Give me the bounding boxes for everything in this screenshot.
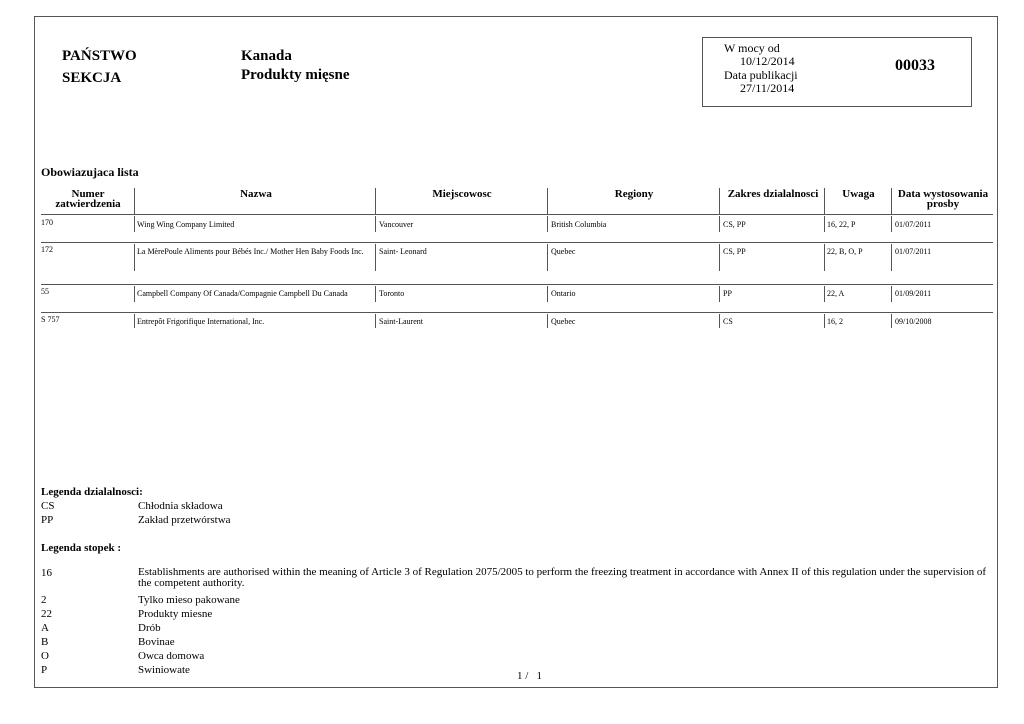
column-header-miejscowosc: Miejscowosc — [432, 188, 492, 200]
document-code: 00033 — [895, 57, 935, 74]
column-header-data-line2: prosby — [926, 198, 960, 210]
legend-activity-code: PP — [41, 514, 54, 526]
row-divider — [547, 216, 548, 232]
cell-miejscowosc: Toronto — [379, 289, 405, 298]
header-divider — [891, 188, 892, 214]
legend-footnote-desc: Drób — [138, 622, 161, 634]
cell-miejscowosc: Vancouver — [379, 220, 414, 229]
legend-activity-code: CS — [41, 500, 55, 512]
header-divider — [547, 188, 548, 214]
cell-uwaga: 22, A — [827, 289, 845, 298]
row-divider — [891, 314, 892, 328]
row-divider — [891, 244, 892, 271]
legend-footnotes-title: Legenda stopek : — [41, 542, 122, 554]
column-header-numer-line1: Numer — [71, 188, 105, 200]
row-separator — [41, 312, 993, 313]
cell-nazwa: La MèrePoule Aliments pour Bébés Inc./ Mother Hen Baby Foods Inc. — [137, 247, 364, 256]
legend-activity-desc: Zakład przetwórstwa — [138, 514, 231, 526]
sekcja-label: SEKCJA — [62, 70, 122, 86]
row-divider — [719, 244, 720, 271]
column-header-data-line1: Data wystosowania — [897, 188, 989, 200]
row-divider — [547, 314, 548, 328]
cell-numer: 172 — [41, 245, 53, 254]
column-header-nazwa: Nazwa — [240, 188, 272, 200]
cell-nazwa: Campbell Company Of Canada/Compagnie Campbell Du Canada — [137, 289, 348, 298]
publication-date: 27/11/2014 — [740, 81, 795, 95]
header-divider — [134, 188, 135, 214]
cell-zakres: CS, PP — [723, 247, 746, 256]
cell-region: Quebec — [551, 247, 576, 256]
valid-from-label: W mocy od — [724, 41, 780, 55]
cell-data: 01/07/2011 — [895, 247, 932, 256]
row-divider — [891, 286, 892, 302]
cell-region: Quebec — [551, 317, 576, 326]
column-header-data — [893, 189, 993, 209]
column-header-uwaga: Uwaga — [842, 188, 875, 200]
legend-footnote-desc: Establishments are authorised within the meaning of Article 3 of Regulation 2075/2005 to perform the freezing treatment in accordance with Annex II of this regulation under the supervision of the competent authority. — [138, 566, 986, 589]
row-divider — [891, 216, 892, 232]
legend-footnote-code: 16 — [41, 567, 52, 579]
header-underline — [41, 214, 993, 215]
row-divider — [375, 314, 376, 328]
column-header-zakres: Zakres dzialalnosci — [727, 188, 819, 200]
valid-from-date: 10/12/2014 — [740, 54, 795, 68]
legend-footnote-code: 22 — [41, 608, 52, 620]
legend-footnote-code: 2 — [41, 594, 47, 606]
legend-footnote-desc: Owca domowa — [138, 650, 205, 662]
cell-uwaga: 22, B, O, P — [827, 247, 863, 256]
country-value: Kanada — [241, 48, 292, 64]
cell-nazwa: Wing Wing Company Limited — [137, 220, 235, 229]
cell-uwaga: 16, 2 — [827, 317, 843, 326]
cell-uwaga: 16, 22, P — [827, 220, 856, 229]
row-divider — [134, 216, 135, 232]
publication-label: Data publikacji — [724, 68, 798, 82]
column-header-regiony: Regiony — [614, 188, 654, 200]
row-separator — [41, 242, 993, 243]
cell-miejscowosc: Saint-Laurent — [379, 317, 423, 326]
section-value: Produkty mięsne — [241, 67, 350, 83]
legend-footnote-code: A — [41, 622, 49, 634]
row-divider — [824, 216, 825, 232]
panstwo-label: PAŃSTWO — [62, 48, 137, 64]
cell-data: 01/09/2011 — [895, 289, 932, 298]
cell-numer: 170 — [41, 218, 53, 227]
list-title: Obowiazujaca lista — [41, 165, 139, 179]
row-divider — [375, 286, 376, 302]
legend-footnote-code: B — [41, 636, 49, 648]
legend-footnote-code: O — [41, 650, 49, 662]
cell-numer: 55 — [41, 287, 49, 296]
legend-activity-desc: Chłodnia składowa — [138, 500, 223, 512]
row-divider — [719, 216, 720, 232]
page-number: 1 / 1 — [517, 670, 543, 682]
row-divider — [375, 244, 376, 271]
row-divider — [134, 314, 135, 328]
header-divider — [719, 188, 720, 214]
row-divider — [719, 286, 720, 302]
cell-region: British Columbia — [551, 220, 607, 229]
column-header-numer — [41, 189, 135, 209]
cell-data: 01/07/2011 — [895, 220, 932, 229]
cell-zakres: CS, PP — [723, 220, 746, 229]
row-divider — [547, 244, 548, 271]
row-divider — [134, 244, 135, 271]
row-divider — [375, 216, 376, 232]
row-divider — [824, 314, 825, 328]
legend-footnote-desc: Produkty miesne — [138, 608, 213, 620]
header-divider — [375, 188, 376, 214]
cell-miejscowosc: Saint- Leonard — [379, 247, 427, 256]
legend-activity-title: Legenda dzialalnosci: — [41, 486, 143, 498]
legend-footnote-desc: Bovinae — [138, 636, 175, 648]
legend-footnote-code: P — [41, 664, 48, 676]
column-header-numer-line2: zatwierdzenia — [55, 198, 121, 210]
cell-region: Ontario — [551, 289, 576, 298]
legend-footnote-desc: Swiniowate — [138, 664, 190, 676]
cell-zakres: PP — [723, 289, 732, 298]
header-divider — [824, 188, 825, 214]
cell-zakres: CS — [723, 317, 733, 326]
row-divider — [719, 314, 720, 328]
row-separator — [41, 284, 993, 285]
cell-numer: S 757 — [41, 315, 60, 324]
row-divider — [824, 244, 825, 271]
row-divider — [824, 286, 825, 302]
cell-nazwa: Entrepôt Frigorifique International, Inc. — [137, 317, 265, 326]
row-divider — [547, 286, 548, 302]
row-divider — [134, 286, 135, 302]
cell-data: 09/10/2008 — [895, 317, 932, 326]
legend-footnote-desc: Tylko mieso pakowane — [138, 594, 240, 606]
